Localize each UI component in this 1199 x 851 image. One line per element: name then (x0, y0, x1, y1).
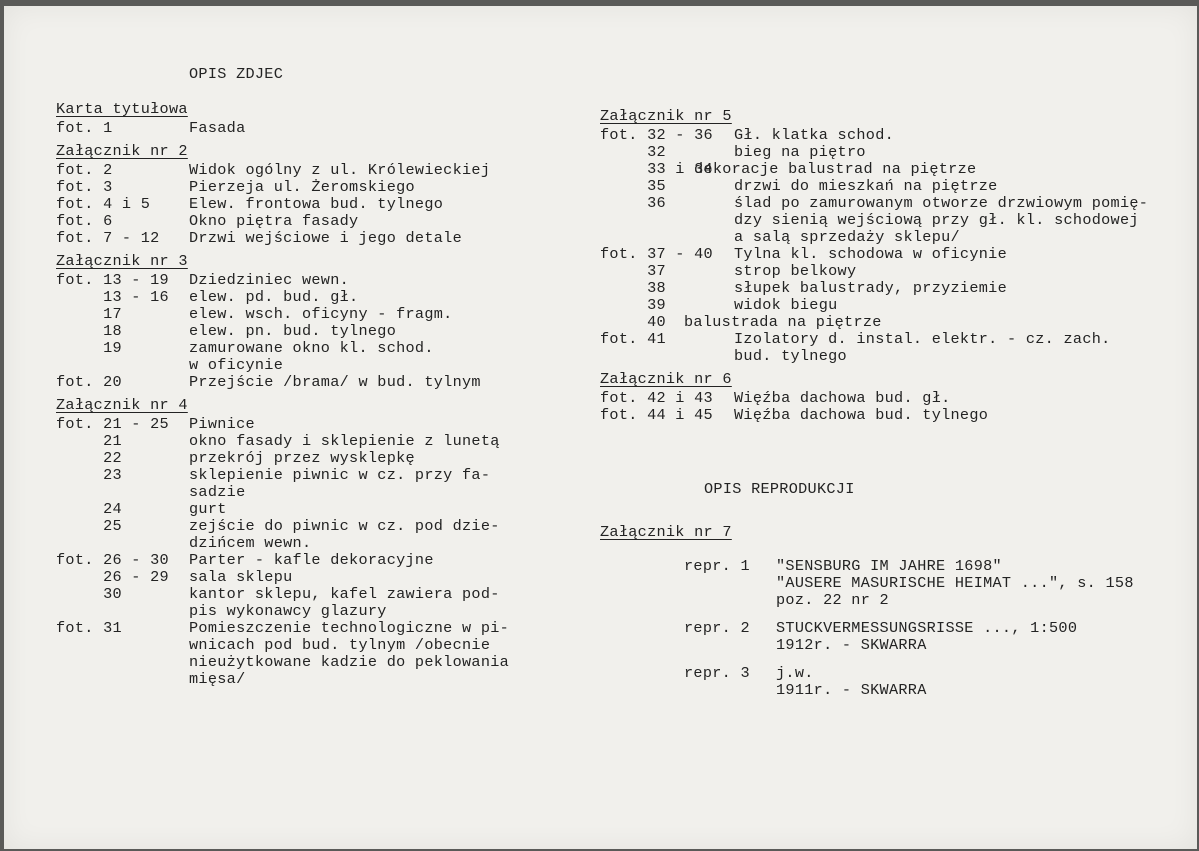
section-heading: Załącznik nr 4 (56, 396, 188, 414)
photo-number: 38 (600, 279, 666, 297)
section-heading: Załącznik nr 7 (600, 523, 732, 541)
photo-description: Fasada (189, 119, 246, 137)
reproduction-number: repr. 3 (684, 664, 750, 682)
document-page (4, 6, 1197, 849)
photo-description: wnicach pod bud. tylnym /obecnie (189, 636, 491, 654)
photo-description: nieużytkowane kadzie do peklowania (189, 653, 510, 671)
reproduction-description: j.w. (776, 664, 814, 682)
photo-description: w oficynie (189, 356, 284, 374)
section-heading: Załącznik nr 2 (56, 142, 188, 160)
photo-description: Gł. klatka schod. (734, 126, 895, 144)
section-heading: Karta tytułowa (56, 100, 188, 118)
reproduction-description: "AUSERE MASURISCHE HEIMAT ...", s. 158 (776, 574, 1134, 592)
photo-description: okno fasady i sklepienie z lunetą (189, 432, 500, 450)
photo-number: 25 (56, 517, 122, 535)
photo-description: Dziedziniec wewn. (189, 271, 350, 289)
photo-description: Więźba dachowa bud. gł. (734, 389, 951, 407)
photo-description: mięsa/ (189, 670, 246, 688)
photo-description: Pomieszczenie technologiczne w pi- (189, 619, 510, 637)
photo-description: zejście do piwnic w cz. pod dzie- (189, 517, 500, 535)
section-heading: Załącznik nr 3 (56, 252, 188, 270)
photo-number: 36 (600, 194, 666, 212)
reproduction-description: 1911r. - SKWARRA (776, 681, 927, 699)
photo-description: kantor sklepu, kafel zawiera pod- (189, 585, 500, 603)
photo-description: strop belkowy (734, 262, 857, 280)
photo-number: 19 (56, 339, 122, 357)
photo-number: 13 - 16 (56, 288, 169, 306)
photo-number: fot. 13 - 19 (56, 271, 169, 289)
photo-description: Okno piętra fasady (189, 212, 359, 230)
reproduction-description: 1912r. - SKWARRA (776, 636, 927, 654)
reproduction-description: poz. 22 nr 2 (776, 591, 889, 609)
photo-description: a salą sprzedaży sklepu/ (734, 228, 960, 246)
photo-description: widok biegu (734, 296, 838, 314)
photo-number: fot. 31 (56, 619, 122, 637)
photo-number: 21 (56, 432, 122, 450)
photo-number: fot. 32 - 36 (600, 126, 713, 144)
photo-description: Więźba dachowa bud. tylnego (734, 406, 989, 424)
photo-description: dzy sienią wejściową przy gł. kl. schodowej (734, 211, 1139, 229)
photo-description: zamurowane okno kl. schod. (189, 339, 434, 357)
photo-number: 18 (56, 322, 122, 340)
photo-number: 22 (56, 449, 122, 467)
photo-number: 17 (56, 305, 122, 323)
photo-number: fot. 26 - 30 (56, 551, 169, 569)
reproduction-description: "SENSBURG IM JAHRE 1698" (776, 557, 1002, 575)
page-title: OPIS ZDJEC (189, 65, 284, 83)
photo-description: Parter - kafle dekoracyjne (189, 551, 434, 569)
photo-number: 37 (600, 262, 666, 280)
photo-description: Drzwi wejściowe i jego detale (189, 229, 463, 247)
photo-number: fot. 3 (56, 178, 113, 196)
photo-number: fot. 6 (56, 212, 113, 230)
photo-number: 39 (600, 296, 666, 314)
photo-number: fot. 7 - 12 (56, 229, 160, 247)
photo-description: elew. pd. bud. gł. (189, 288, 359, 306)
photo-number: 32 (600, 143, 666, 161)
photo-description: gurt (189, 500, 227, 518)
photo-number: 26 - 29 (56, 568, 169, 586)
photo-description: bud. tylnego (734, 347, 847, 365)
reproduction-description: STUCKVERMESSUNGSRISSE ..., 1:500 (776, 619, 1078, 637)
photo-description: balustrada na piętrze (684, 313, 882, 331)
photo-number: fot. 44 i 45 (600, 406, 713, 424)
photo-description: przekrój przez wysklepkę (189, 449, 415, 467)
photo-description: dzińcem wewn. (189, 534, 312, 552)
photo-description: Piwnice (189, 415, 255, 433)
reproductions-title: OPIS REPRODUKCJI (704, 480, 855, 498)
photo-description: Izolatory d. instal. elektr. - cz. zach. (734, 330, 1111, 348)
photo-number: 33 i 34 (600, 160, 713, 178)
photo-number: 30 (56, 585, 122, 603)
photo-number: fot. 4 i 5 (56, 195, 151, 213)
photo-description: bieg na piętro (734, 143, 866, 161)
photo-number: fot. 41 (600, 330, 666, 348)
photo-number: fot. 37 - 40 (600, 245, 713, 263)
photo-description: elew. wsch. oficyny - fragm. (189, 305, 453, 323)
photo-number: fot. 20 (56, 373, 122, 391)
photo-number: 23 (56, 466, 122, 484)
photo-description: Tylna kl. schodowa w oficynie (734, 245, 1008, 263)
photo-description: drzwi do mieszkań na piętrze (734, 177, 998, 195)
photo-description: sala sklepu (189, 568, 293, 586)
reproduction-number: repr. 1 (684, 557, 750, 575)
photo-number: 40 (600, 313, 666, 331)
photo-description: Elew. frontowa bud. tylnego (189, 195, 444, 213)
photo-description: ślad po zamurowanym otworze drzwiowym pomię- (734, 194, 1149, 212)
photo-description: Widok ogólny z ul. Królewieckiej (189, 161, 491, 179)
photo-description: elew. pn. bud. tylnego (189, 322, 397, 340)
photo-number: fot. 21 - 25 (56, 415, 169, 433)
photo-number: 24 (56, 500, 122, 518)
section-heading: Załącznik nr 6 (600, 370, 732, 388)
section-heading: Załącznik nr 5 (600, 107, 732, 125)
photo-description: słupek balustrady, przyziemie (734, 279, 1008, 297)
photo-description: sklepienie piwnic w cz. przy fa- (189, 466, 491, 484)
photo-description: pis wykonawcy glazury (189, 602, 387, 620)
photo-description: dekoracje balustrad na piętrze (694, 160, 977, 178)
photo-description: Przejście /brama/ w bud. tylnym (189, 373, 481, 391)
photo-number: fot. 42 i 43 (600, 389, 713, 407)
photo-description: sadzie (189, 483, 246, 501)
photo-number: 35 (600, 177, 666, 195)
photo-number: fot. 2 (56, 161, 113, 179)
photo-number: fot. 1 (56, 119, 113, 137)
photo-description: Pierzeja ul. Żeromskiego (189, 178, 415, 196)
reproduction-number: repr. 2 (684, 619, 750, 637)
